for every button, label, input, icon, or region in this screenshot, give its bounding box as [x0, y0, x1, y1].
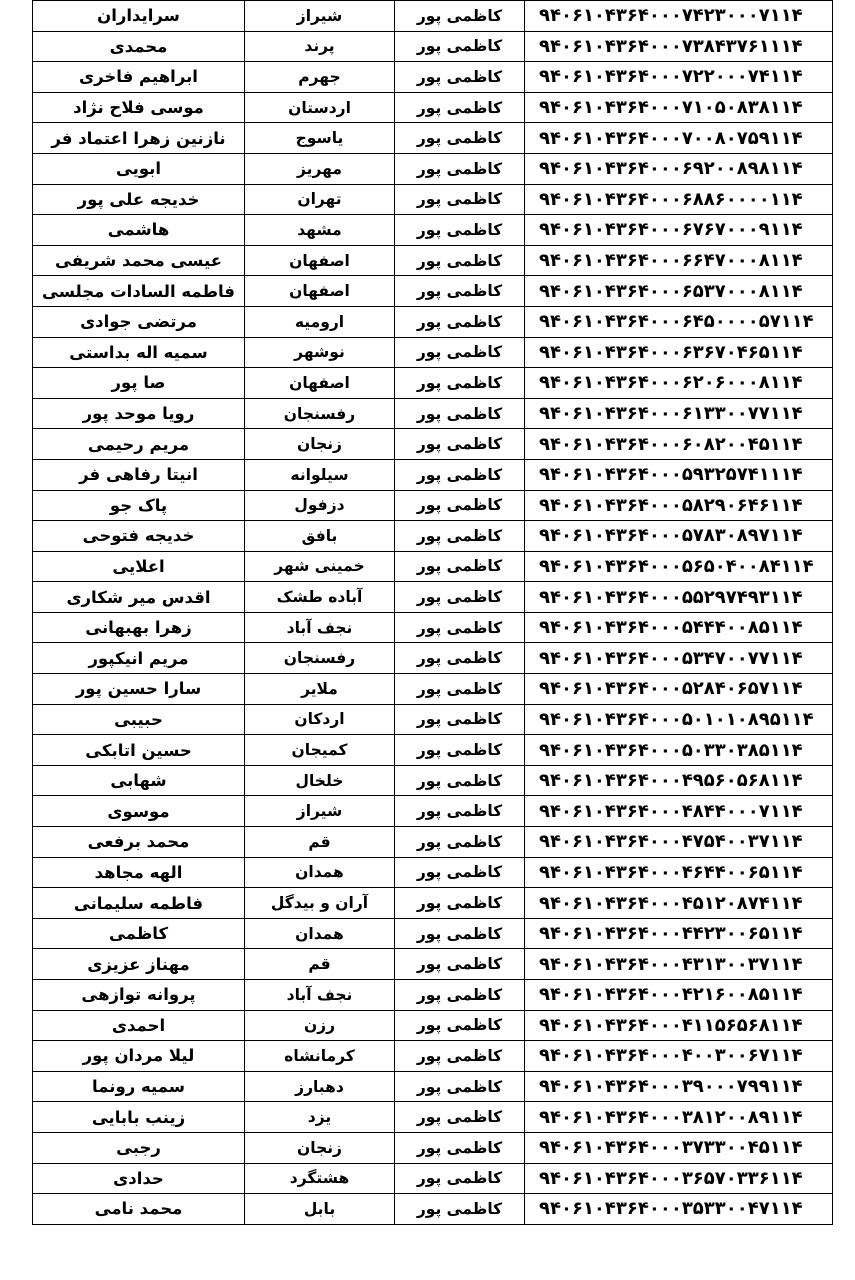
table-row	[33, 582, 833, 613]
table-row	[33, 1041, 833, 1072]
tracking-code-cell: ۹۴۰۶۱۰۴۳۶۴۰۰۰۵۴۴۴۰۰۸۵۱۱۴	[525, 612, 833, 643]
person-name-cell: هاشمی	[33, 215, 245, 246]
city-cell: دزفول	[245, 490, 395, 521]
table-row	[33, 276, 833, 307]
agent-name-cell: کاظمی پور	[395, 459, 525, 490]
agent-name-cell: کاظمی پور	[395, 337, 525, 368]
table-row	[33, 521, 833, 552]
city-cell: بافق	[245, 521, 395, 552]
person-name-cell: احمدی	[33, 1010, 245, 1041]
agent-name-cell: کاظمی پور	[395, 980, 525, 1011]
tracking-code-cell: ۹۴۰۶۱۰۴۳۶۴۰۰۰۴۱۱۵۶۵۶۸۱۱۴	[525, 1010, 833, 1041]
city-cell: ملایر	[245, 674, 395, 705]
person-name-cell: موسی فلاح نژاد	[33, 92, 245, 123]
tracking-code-cell: ۹۴۰۶۱۰۴۳۶۴۰۰۰۳۷۳۳۰۰۴۵۱۱۴	[525, 1132, 833, 1163]
agent-name-cell: کاظمی پور	[395, 735, 525, 766]
tracking-code-cell: ۹۴۰۶۱۰۴۳۶۴۰۰۰۷۳۸۴۳۷۶۱۱۱۴	[525, 31, 833, 62]
city-cell: یاسوج	[245, 123, 395, 154]
table-row	[33, 31, 833, 62]
person-name-cell: عیسی محمد شریفی	[33, 245, 245, 276]
person-name-cell: شهابی	[33, 765, 245, 796]
table-row	[33, 1102, 833, 1133]
agent-name-cell: کاظمی پور	[395, 92, 525, 123]
table-row	[33, 551, 833, 582]
agent-name-cell: کاظمی پور	[395, 918, 525, 949]
table-row	[33, 1194, 833, 1225]
table-row	[33, 918, 833, 949]
table-row	[33, 643, 833, 674]
tracking-code-cell: ۹۴۰۶۱۰۴۳۶۴۰۰۰۴۲۱۶۰۰۸۵۱۱۴	[525, 980, 833, 1011]
table-row	[33, 949, 833, 980]
person-name-cell: اعلایی	[33, 551, 245, 582]
table-row	[33, 306, 833, 337]
tracking-code-cell: ۹۴۰۶۱۰۴۳۶۴۰۰۰۴۹۵۶۰۵۶۸۱۱۴	[525, 765, 833, 796]
city-cell: خمینی شهر	[245, 551, 395, 582]
city-cell: اردستان	[245, 92, 395, 123]
agent-name-cell: کاظمی پور	[395, 1132, 525, 1163]
table-row	[33, 980, 833, 1011]
table-row	[33, 735, 833, 766]
city-cell: نجف آباد	[245, 612, 395, 643]
agent-name-cell: کاظمی پور	[395, 796, 525, 827]
city-cell: همدان	[245, 918, 395, 949]
agent-name-cell: کاظمی پور	[395, 1, 525, 32]
table-row	[33, 398, 833, 429]
city-cell: اصفهان	[245, 245, 395, 276]
table-row	[33, 368, 833, 399]
city-cell: پرند	[245, 31, 395, 62]
city-cell: اصفهان	[245, 276, 395, 307]
tracking-code-cell: ۹۴۰۶۱۰۴۳۶۴۰۰۰۶۴۵۰۰۰۰۵۷۱۱۴	[525, 306, 833, 337]
tracking-code-cell: ۹۴۰۶۱۰۴۳۶۴۰۰۰۶۷۶۷۰۰۰۹۱۱۴	[525, 215, 833, 246]
person-name-cell: سمیه اله بداستی	[33, 337, 245, 368]
person-name-cell: سرایداران	[33, 1, 245, 32]
table-row	[33, 245, 833, 276]
person-name-cell: مریم رحیمی	[33, 429, 245, 460]
tracking-code-cell: ۹۴۰۶۱۰۴۳۶۴۰۰۰۵۲۸۴۰۶۵۷۱۱۴	[525, 674, 833, 705]
table-row	[33, 674, 833, 705]
city-cell: یزد	[245, 1102, 395, 1133]
city-cell: آباده طشک	[245, 582, 395, 613]
agent-name-cell: کاظمی پور	[395, 1102, 525, 1133]
person-name-cell: زهرا بهبهانی	[33, 612, 245, 643]
tracking-code-cell: ۹۴۰۶۱۰۴۳۶۴۰۰۰۵۸۲۹۰۶۴۶۱۱۴	[525, 490, 833, 521]
person-name-cell: سمیه رونما	[33, 1071, 245, 1102]
city-cell: کرمانشاه	[245, 1041, 395, 1072]
table-row	[33, 765, 833, 796]
person-name-cell: مرتضی جوادی	[33, 306, 245, 337]
agent-name-cell: کاظمی پور	[395, 704, 525, 735]
tracking-code-cell: ۹۴۰۶۱۰۴۳۶۴۰۰۰۴۶۴۴۰۰۶۵۱۱۴	[525, 857, 833, 888]
agent-name-cell: کاظمی پور	[395, 123, 525, 154]
agent-name-cell: کاظمی پور	[395, 490, 525, 521]
agent-name-cell: کاظمی پور	[395, 1163, 525, 1194]
table-row	[33, 1010, 833, 1041]
agent-name-cell: کاظمی پور	[395, 521, 525, 552]
city-cell: بابل	[245, 1194, 395, 1225]
agent-name-cell: کاظمی پور	[395, 245, 525, 276]
city-cell: کمیجان	[245, 735, 395, 766]
tracking-code-cell: ۹۴۰۶۱۰۴۳۶۴۰۰۰۵۵۲۹۷۴۹۳۱۱۴	[525, 582, 833, 613]
tracking-code-cell: ۹۴۰۶۱۰۴۳۶۴۰۰۰۳۵۳۳۰۰۴۷۱۱۴	[525, 1194, 833, 1225]
city-cell: دهبارز	[245, 1071, 395, 1102]
records-table-body	[33, 1, 833, 1225]
city-cell: سیلوانه	[245, 459, 395, 490]
agent-name-cell: کاظمی پور	[395, 857, 525, 888]
tracking-code-cell: ۹۴۰۶۱۰۴۳۶۴۰۰۰۴۰۰۳۰۰۶۷۱۱۴	[525, 1041, 833, 1072]
agent-name-cell: کاظمی پور	[395, 1010, 525, 1041]
table-row	[33, 612, 833, 643]
city-cell: رزن	[245, 1010, 395, 1041]
agent-name-cell: کاظمی پور	[395, 612, 525, 643]
tracking-code-cell: ۹۴۰۶۱۰۴۳۶۴۰۰۰۳۸۱۲۰۰۸۹۱۱۴	[525, 1102, 833, 1133]
tracking-code-cell: ۹۴۰۶۱۰۴۳۶۴۰۰۰۵۹۳۲۵۷۴۱۱۱۴	[525, 459, 833, 490]
city-cell: ارومیه	[245, 306, 395, 337]
agent-name-cell: کاظمی پور	[395, 184, 525, 215]
person-name-cell: پاک جو	[33, 490, 245, 521]
person-name-cell: خدیجه فتوحی	[33, 521, 245, 552]
tracking-code-cell: ۹۴۰۶۱۰۴۳۶۴۰۰۰۵۳۴۷۰۰۷۷۱۱۴	[525, 643, 833, 674]
city-cell: رفسنجان	[245, 398, 395, 429]
tracking-code-cell: ۹۴۰۶۱۰۴۳۶۴۰۰۰۷۴۲۳۰۰۰۷۱۱۴	[525, 1, 833, 32]
table-row	[33, 459, 833, 490]
agent-name-cell: کاظمی پور	[395, 949, 525, 980]
person-name-cell: مریم انیکپور	[33, 643, 245, 674]
person-name-cell: لیلا مردان پور	[33, 1041, 245, 1072]
city-cell: زنجان	[245, 429, 395, 460]
agent-name-cell: کاظمی پور	[395, 31, 525, 62]
table-row	[33, 215, 833, 246]
person-name-cell: محمدی	[33, 31, 245, 62]
person-name-cell: فاطمه السادات مجلسی	[33, 276, 245, 307]
person-name-cell: نازنین زهرا اعتماد فر	[33, 123, 245, 154]
tracking-code-cell: ۹۴۰۶۱۰۴۳۶۴۰۰۰۶۰۸۲۰۰۴۵۱۱۴	[525, 429, 833, 460]
person-name-cell: مهناز عزیزی	[33, 949, 245, 980]
tracking-code-cell: ۹۴۰۶۱۰۴۳۶۴۰۰۰۴۸۴۴۰۰۰۷۱۱۴	[525, 796, 833, 827]
tracking-code-cell: ۹۴۰۶۱۰۴۳۶۴۰۰۰۴۴۲۳۰۰۶۵۱۱۴	[525, 918, 833, 949]
city-cell: قم	[245, 827, 395, 858]
city-cell: نوشهر	[245, 337, 395, 368]
person-name-cell: خدیجه علی پور	[33, 184, 245, 215]
table-row	[33, 827, 833, 858]
agent-name-cell: کاظمی پور	[395, 643, 525, 674]
city-cell: زنجان	[245, 1132, 395, 1163]
person-name-cell: حبیبی	[33, 704, 245, 735]
agent-name-cell: کاظمی پور	[395, 1041, 525, 1072]
city-cell: نجف آباد	[245, 980, 395, 1011]
person-name-cell: ابویی	[33, 153, 245, 184]
tracking-code-cell: ۹۴۰۶۱۰۴۳۶۴۰۰۰۵۷۸۳۰۸۹۷۱۱۴	[525, 521, 833, 552]
tracking-code-cell: ۹۴۰۶۱۰۴۳۶۴۰۰۰۶۸۸۶۰۰۰۰۱۱۴	[525, 184, 833, 215]
tracking-code-cell: ۹۴۰۶۱۰۴۳۶۴۰۰۰۳۹۰۰۰۷۹۹۱۱۴	[525, 1071, 833, 1102]
tracking-code-cell: ۹۴۰۶۱۰۴۳۶۴۰۰۰۶۳۶۷۰۴۶۵۱۱۴	[525, 337, 833, 368]
tracking-code-cell: ۹۴۰۶۱۰۴۳۶۴۰۰۰۴۷۵۴۰۰۳۷۱۱۴	[525, 827, 833, 858]
city-cell: هشتگرد	[245, 1163, 395, 1194]
tracking-code-cell: ۹۴۰۶۱۰۴۳۶۴۰۰۰۵۶۵۰۴۰۰۸۴۱۱۴	[525, 551, 833, 582]
table-row	[33, 704, 833, 735]
agent-name-cell: کاظمی پور	[395, 62, 525, 93]
table-row	[33, 153, 833, 184]
agent-name-cell: کاظمی پور	[395, 765, 525, 796]
tracking-code-cell: ۹۴۰۶۱۰۴۳۶۴۰۰۰۶۹۲۰۰۸۹۸۱۱۴	[525, 153, 833, 184]
person-name-cell: رویا موحد پور	[33, 398, 245, 429]
table-row	[33, 1163, 833, 1194]
tracking-code-cell: ۹۴۰۶۱۰۴۳۶۴۰۰۰۶۱۳۳۰۰۷۷۱۱۴	[525, 398, 833, 429]
person-name-cell: پروانه توازهی	[33, 980, 245, 1011]
agent-name-cell: کاظمی پور	[395, 276, 525, 307]
person-name-cell: حسین اتابکی	[33, 735, 245, 766]
table-row	[33, 184, 833, 215]
person-name-cell: کاظمی	[33, 918, 245, 949]
person-name-cell: فاطمه سلیمانی	[33, 888, 245, 919]
tracking-code-cell: ۹۴۰۶۱۰۴۳۶۴۰۰۰۴۵۱۲۰۸۷۴۱۱۴	[525, 888, 833, 919]
person-name-cell: اقدس میر شکاری	[33, 582, 245, 613]
agent-name-cell: کاظمی پور	[395, 827, 525, 858]
table-row	[33, 337, 833, 368]
city-cell: آران و بیدگل	[245, 888, 395, 919]
table-row	[33, 92, 833, 123]
person-name-cell: موسوی	[33, 796, 245, 827]
tracking-code-cell: ۹۴۰۶۱۰۴۳۶۴۰۰۰۷۲۲۰۰۰۷۴۱۱۴	[525, 62, 833, 93]
table-row	[33, 857, 833, 888]
tracking-code-cell: ۹۴۰۶۱۰۴۳۶۴۰۰۰۵۰۱۰۱۰۸۹۵۱۱۴	[525, 704, 833, 735]
agent-name-cell: کاظمی پور	[395, 153, 525, 184]
table-row	[33, 888, 833, 919]
tracking-code-cell: ۹۴۰۶۱۰۴۳۶۴۰۰۰۴۳۱۳۰۰۳۷۱۱۴	[525, 949, 833, 980]
tracking-code-cell: ۹۴۰۶۱۰۴۳۶۴۰۰۰۷۰۰۸۰۷۵۹۱۱۴	[525, 123, 833, 154]
table-row	[33, 123, 833, 154]
agent-name-cell: کاظمی پور	[395, 1194, 525, 1225]
table-row	[33, 490, 833, 521]
tracking-code-cell: ۹۴۰۶۱۰۴۳۶۴۰۰۰۶۵۳۷۰۰۰۸۱۱۴	[525, 276, 833, 307]
city-cell: اصفهان	[245, 368, 395, 399]
table-row	[33, 429, 833, 460]
agent-name-cell: کاظمی پور	[395, 215, 525, 246]
tracking-code-cell: ۹۴۰۶۱۰۴۳۶۴۰۰۰۳۶۵۷۰۳۳۶۱۱۴	[525, 1163, 833, 1194]
person-name-cell: انیتا رفاهی فر	[33, 459, 245, 490]
city-cell: شیراز	[245, 796, 395, 827]
city-cell: شیراز	[245, 1, 395, 32]
city-cell: همدان	[245, 857, 395, 888]
table-row	[33, 1132, 833, 1163]
city-cell: جهرم	[245, 62, 395, 93]
person-name-cell: سارا حسین پور	[33, 674, 245, 705]
city-cell: خلخال	[245, 765, 395, 796]
tracking-code-cell: ۹۴۰۶۱۰۴۳۶۴۰۰۰۷۱۰۵۰۸۳۸۱۱۴	[525, 92, 833, 123]
city-cell: اردکان	[245, 704, 395, 735]
person-name-cell: الهه مجاهد	[33, 857, 245, 888]
agent-name-cell: کاظمی پور	[395, 551, 525, 582]
agent-name-cell: کاظمی پور	[395, 306, 525, 337]
agent-name-cell: کاظمی پور	[395, 674, 525, 705]
person-name-cell: زینب بابایی	[33, 1102, 245, 1133]
city-cell: مهریز	[245, 153, 395, 184]
agent-name-cell: کاظمی پور	[395, 888, 525, 919]
person-name-cell: رجبی	[33, 1132, 245, 1163]
table-row	[33, 62, 833, 93]
tracking-code-cell: ۹۴۰۶۱۰۴۳۶۴۰۰۰۵۰۳۳۰۳۸۵۱۱۴	[525, 735, 833, 766]
person-name-cell: محمد نامی	[33, 1194, 245, 1225]
city-cell: رفسنجان	[245, 643, 395, 674]
table-row	[33, 1, 833, 32]
tracking-code-cell: ۹۴۰۶۱۰۴۳۶۴۰۰۰۶۲۰۶۰۰۰۸۱۱۴	[525, 368, 833, 399]
city-cell: قم	[245, 949, 395, 980]
city-cell: مشهد	[245, 215, 395, 246]
agent-name-cell: کاظمی پور	[395, 398, 525, 429]
agent-name-cell: کاظمی پور	[395, 582, 525, 613]
table-row	[33, 796, 833, 827]
agent-name-cell: کاظمی پور	[395, 429, 525, 460]
city-cell: تهران	[245, 184, 395, 215]
records-table	[32, 0, 833, 1225]
table-row	[33, 1071, 833, 1102]
person-name-cell: صا پور	[33, 368, 245, 399]
tracking-code-cell: ۹۴۰۶۱۰۴۳۶۴۰۰۰۶۶۴۷۰۰۰۸۱۱۴	[525, 245, 833, 276]
person-name-cell: محمد برفعی	[33, 827, 245, 858]
person-name-cell: ابراهیم فاخری	[33, 62, 245, 93]
person-name-cell: حدادی	[33, 1163, 245, 1194]
agent-name-cell: کاظمی پور	[395, 368, 525, 399]
agent-name-cell: کاظمی پور	[395, 1071, 525, 1102]
